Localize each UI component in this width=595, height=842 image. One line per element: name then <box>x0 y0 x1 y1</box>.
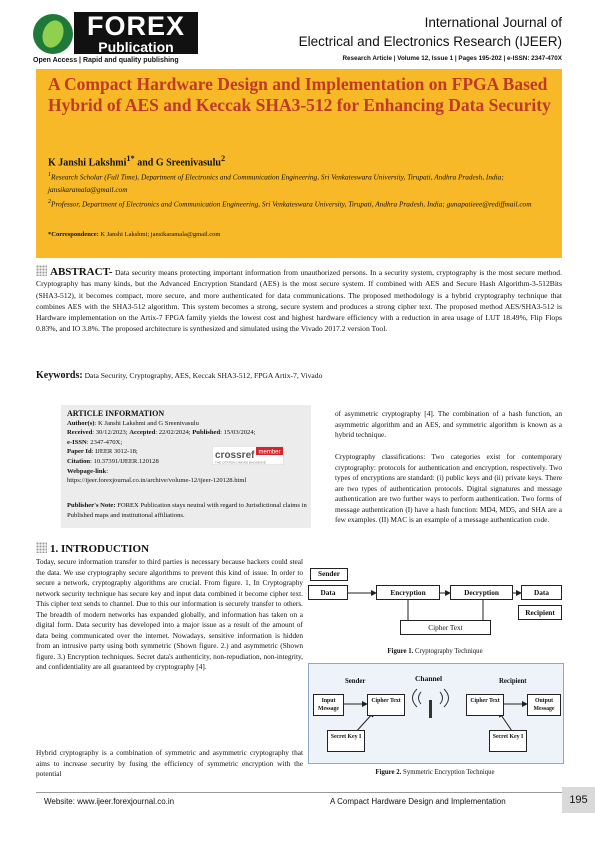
abstract <box>36 265 562 335</box>
logo-publication-text: Publication <box>98 39 174 55</box>
figure-2 <box>308 663 564 764</box>
fig1-data-out: Data <box>521 585 562 600</box>
fig1-data-in: Data <box>308 585 348 600</box>
fig1-cipher: Cipher Text <box>400 620 491 635</box>
journal-line-1: International Journal of <box>424 15 562 30</box>
affiliation-2: $^2$Professor, Department of Electronics and Communication Engineering, Sri Venkateswara University, Tirupati, Andhra Pradesh, India; gunapatieee@rediffmail.com <box>48 199 532 209</box>
intro-paragraph-1: Today, secure information transfer to third parties is necessary because hackers could steal the data. We use cryptography secure algorithms to prevent this kind of issue. In order to secure a network, cryptography algorithms are crucial. From figure. 1, In Cryptography network security technique has secure key and input data combined it become cipher text. This cipher text sends to channel. Due to this our information is securely transfer to others. The breadth of modern networks has expanded globally, and information has taken on a digital form. Data security has developed into a major issue as a result of the amount of data being communicated over the internet. Nowadays, sensitive information is hidden from an intrusive party using both symmetric (Shown figure. 2.) and asymmetric (Shown figure. 3.) Encryption techniques. Secret data's authenticity, non-repudiation, non-integrity, and confidentiality are all guaranteed by cryptography [4]. <box>36 557 303 671</box>
authors-and: and <box>134 157 156 169</box>
tagline: Open Access | Rapid and quality publishing <box>33 57 179 64</box>
fig1-encryption: Encryption <box>376 585 440 600</box>
affiliations <box>48 169 556 211</box>
logo-emblem <box>33 14 73 54</box>
intro-heading: 1. INTRODUCTION <box>36 542 149 555</box>
right-paragraph-2: Cryptography classifications: Two categories exist for contemporary cryptography: protocols for authentication and encryption, respectively. Two types of encryptions are standard: (i) public keys and (ii) private keys. There are two types of authentication protocols. Digital signatures and message authentication are two further ways to perform authentication. Two forms of message authentication (I) have a hash function: MD4, MD5, and SHA are a few examples. (II) MAC is an example of a message authentication code. <box>335 452 562 524</box>
fig2-recipient: Recipient <box>499 678 527 685</box>
abstract-text: Data security means protecting important information from unauthorized persons. In a security system, cryptography is the most secure method. Cryptography has many kinds, but the Advanced Encryption Standard (AES) is the most secure system. If combined with AES and Secure Hash Algorithm-3-512Bits (SHA3-512), it becomes compact, more secure, and more authenticated for data communications. The proposed methodology is a hybrid cryptography technique that combines AES with the SHA3-512 algorithm. This system becomes a strong, secure system and produces a strong cipher text. The proposed method AES/SHA3-512 is Hardware implementation on the Artix-7 FPGA family yields the lowest cost and highest hardware efficiency with a reduction in area usage of LUT 18.49%, Flip Flops 0.83%, and IO 3.8%. The proposed architecture is synthesized and simulated using the Vivado 2017.2 version Tool. <box>36 268 562 334</box>
author-1-sup: 1* <box>126 154 135 163</box>
crossref-member-text: member <box>258 449 281 456</box>
correspondence <box>48 231 221 238</box>
figure-2-caption: Figure 2. Symmetric Encryption Technique <box>375 769 495 776</box>
journal-line-2: Electrical and Electronics Research (IJEER) <box>298 34 562 49</box>
fig2-key-1: Secret Key I <box>327 730 365 752</box>
crossref-text: crossref <box>215 450 255 461</box>
article-info-heading: ARTICLE INFORMATION <box>67 409 165 418</box>
antenna-icon <box>429 700 432 718</box>
footer-website[interactable]: Website: www.ijeer.forexjournal.co.in <box>44 797 175 806</box>
author-2-sup: 2 <box>220 154 226 163</box>
keywords-text: Data Security, Cryptography, AES, Keccak SHA3-512, FPGA Artix-7, Vivado <box>82 371 323 380</box>
paper-title: A Compact Hardware Design and Implementation on FPGA Based Hybrid of AES and Keccak SHA3-512 for Enhancing Data Security <box>48 74 551 115</box>
fig2-cipher-1: Cipher Text <box>367 694 405 716</box>
footer-rule <box>36 792 562 793</box>
author-2: G Sreenivasulu <box>155 157 221 169</box>
page-number: 195 <box>562 787 595 813</box>
publisher-logo <box>74 12 198 54</box>
abstract-heading: ABSTRACT- <box>50 266 113 278</box>
footer-short-title: A Compact Hardware Design and Implementation <box>330 797 506 806</box>
fig2-key-2: Secret Key I <box>489 730 527 752</box>
fig2-sender: Sender <box>345 678 366 685</box>
logo-forex-text: FOREX <box>86 11 185 41</box>
fig1-sender: Sender <box>310 568 348 581</box>
publisher-note: Publisher's Note: FOREX Publication stays neutral with regard to Jurisdictional claims in Published maps and institutional affiliations. <box>67 502 307 519</box>
author-1: K Janshi Lakshmi <box>48 157 127 169</box>
section-marker-icon <box>36 542 47 553</box>
figure-1 <box>308 566 562 646</box>
correspondence-label: *Correspondence: <box>48 231 99 238</box>
keywords <box>36 370 322 381</box>
fig2-input: Input Message <box>313 694 344 716</box>
figure-1-caption: Figure 1. Cryptography Technique <box>387 648 483 655</box>
article-meta: Research Article | Volume 12, Issue 1 | Pages 195-202 | e-ISSN: 2347-470X <box>342 55 562 62</box>
webpage-link[interactable]: https://ijeer.forexjournal.co.in/archive/volume-12/ijeer-120128.html <box>67 477 247 485</box>
section-marker-icon <box>36 265 47 276</box>
journal-name <box>262 13 562 51</box>
correspondence-text: K Janshi Lakshmi; jansikaramala@gmail.com <box>98 231 221 238</box>
keywords-label: Keywords: <box>36 370 83 381</box>
fig1-decryption: Decryption <box>450 585 513 600</box>
fig2-cipher-2: Cipher Text <box>466 694 504 716</box>
intro-paragraph-2: Hybrid cryptography is a combination of symmetric and asymmetric cryptography that aims to increase security by fusing the efficiency of symmetric encryption with the potential <box>36 748 303 778</box>
fig1-recipient: Recipient <box>518 605 562 620</box>
fig2-channel: Channel <box>415 674 443 683</box>
article-info: ARTICLE INFORMATION Author(s): K Janshi Lakshmi and G Sreenivasulu Received: 30/12/2023; Accepted: 22/02/2024; Published: 15/03/2024; e-ISSN: 2347-470X; Paper Id: IJEER 3012-18; Citation: 10.37391/IJEER.120128 Webpage-link: https://ijeer.forexjournal.co.in/archive/volume-12/ijeer-120128.html <box>67 409 307 486</box>
right-paragraph-1: of asymmetric cryptography [4]. The combination of a hash function, an asymmetric algorithm and an AES, and symmetric algorithm is known as a hybrid technique. <box>335 409 562 439</box>
affiliation-1: $^1$Research Scholar (Full Time), Department of Electronics and Communication Engineering, Sri Venkateswara University, Tirupati, Andhra Pradesh, India; jansikaramala@gmail.com <box>48 172 504 194</box>
fig2-output: Output Message <box>527 694 561 716</box>
crossref-sub-text: THE CITATION LINKING BACKBONE <box>215 460 266 465</box>
author-list <box>48 154 225 168</box>
crossref-badge[interactable] <box>212 446 284 465</box>
